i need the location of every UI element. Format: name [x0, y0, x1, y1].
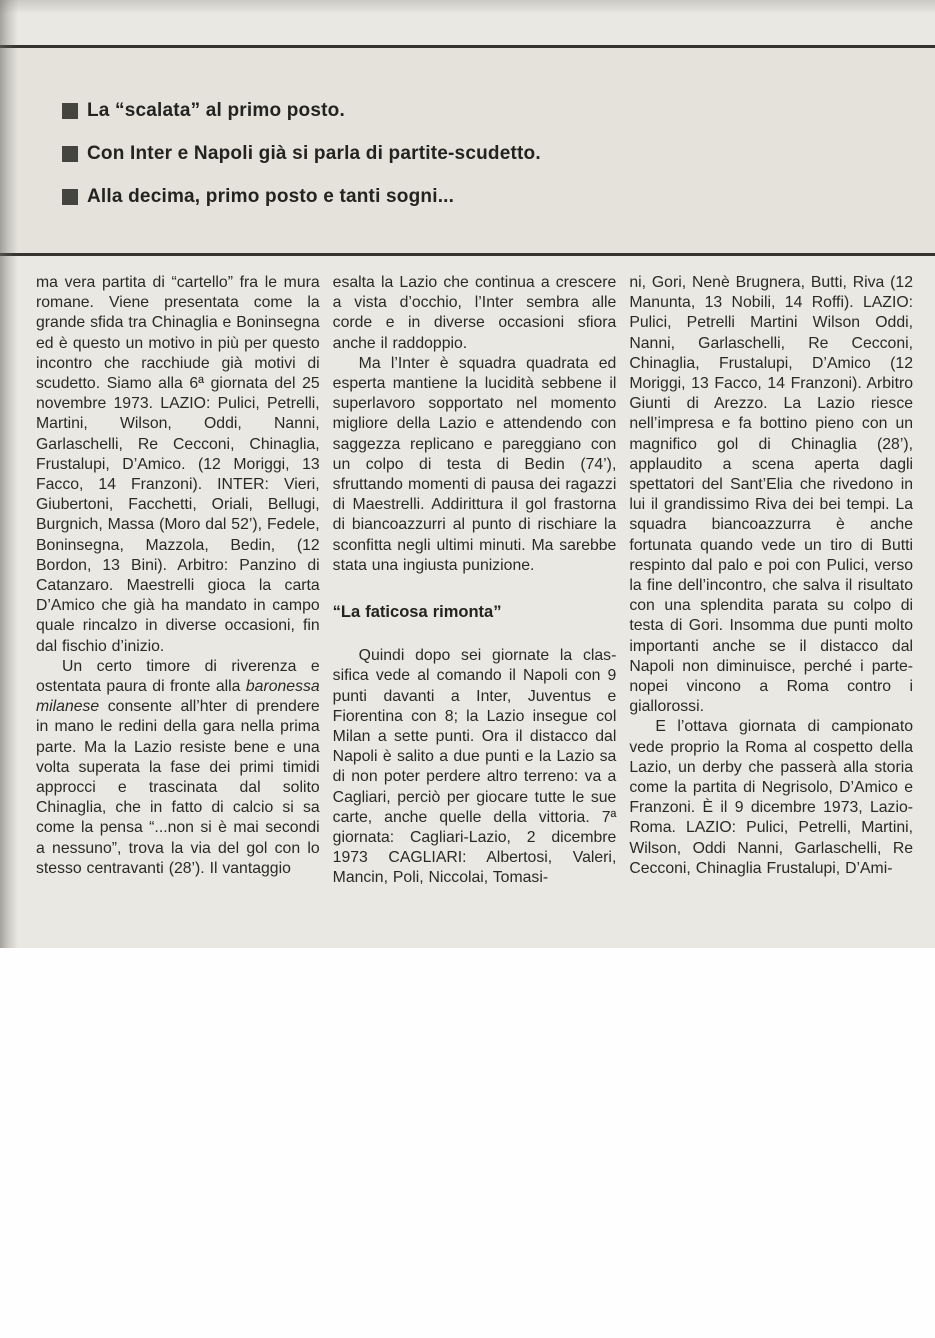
body-text: Un certo timore di riverenza e ostentata paura di fronte alla — [36, 657, 320, 696]
paragraph — [36, 657, 320, 879]
gutter-shadow — [0, 0, 18, 948]
paragraph — [36, 273, 320, 657]
banner-text: Alla decima, primo posto e tanti sogni... — [87, 186, 455, 207]
banner-text: La “scalata” al primo posto. — [87, 100, 345, 121]
body-text: esalta la Lazio che continua a crescere a vista d’occhio, l’Inter sembra alle corde e in diverse occasioni sfiora anche il raddoppio. — [332, 274, 617, 352]
paragraph — [333, 273, 617, 354]
top-edge-shadow — [0, 0, 935, 14]
paragraph — [333, 354, 617, 576]
body-text: Ma l’Inter è squadra quadrata ed esperta mantiene la lucidità sebbene il superlavoro sopportato nel momento migliore della Lazio e attendendo con saggezza replicano e pareggiano con un colpo di testa di Bedin (74’), sfruttando momenti di pausa dei ragazzi di Maestrelli. Addirittura il gol frastorna di biancoazzurri al punto di rischiare la sconfitta negli ultimi minuti. Ma sarebbe stata una ingiusta punizione. — [332, 354, 617, 574]
bullet-square-icon — [62, 189, 78, 205]
italic-text: baronessa milanese — [36, 678, 320, 716]
body-text: “La faticosa rimonta” — [332, 603, 502, 622]
bullet-square-icon — [62, 146, 78, 162]
paragraph — [333, 646, 617, 888]
column-3 — [629, 273, 913, 889]
banner-item — [62, 185, 902, 209]
bullet-square-icon — [62, 103, 78, 119]
banner-text: Con Inter e Napoli già si parla di partite-scudetto. — [87, 143, 541, 164]
top-rule — [0, 45, 935, 48]
body-text: E l’ottava giornata di campionato vede proprio la Roma al cospetto della Lazio, un derby che passerà alla storia come la partita di Negrisolo, D’Amico e Franzoni. È il 9 dicembre 1973, Lazio-Roma. LAZIO: Pulici, Petrelli, Martini, Wilson, Oddi Nanni, Garlaschelli, Re Cecconi, Chinaglia Frustalupi, D’Ami- — [629, 718, 914, 877]
banner-item — [62, 99, 902, 123]
bottom-rule — [0, 253, 935, 256]
header-banner — [62, 99, 902, 228]
banner-item — [62, 142, 902, 166]
subheading — [333, 602, 617, 622]
body-text: ni, Gori, Nenè Brugnera, Butti, Riva (12 Manunta, 13 Nobili, 14 Roffi). LAZIO: Pulici, Petrelli Martini Wilson Oddi, Nanni, Garlaschelli, Re Cecconi, Chinaglia, Frustalupi, D’Amico (12 Moriggi, 13 Facco, 14 Franzoni). Arbitro Giunti di Arezzo. La Lazio riesce nell’impresa e fa bottino pieno con un magnifico gol di Chinaglia (28’), applaudito a scena aperta dagli spettatori del Sant’Elia che rivedono in lui il grandissimo Riva dei bei tempi. La squadra biancoazzurra è anche fortunata quando vede un tiro di Butti respinto dal palo e poi con Pulici, verso la fine dell’incontro, che salva il risultato con una splendita parata su colpo di testa di Gori. Insomma due punti molto importanti anche se il distacco dal Napoli non diminuisce, perché i partenopei vincono a Roma contro i giallorossi. — [629, 274, 914, 716]
column-2 — [333, 273, 617, 889]
paragraph — [629, 273, 913, 717]
body-text: Quindi dopo sei giornate la classifica vede al comando il Napoli con 9 punti davanti a Inter, Juventus e Fiorentina con 8; la Lazio insegue col Milan a sette punti. Ora il distacco dal Napoli è salito a due punti e la Lazio sa di non poter perdere altro terreno: va a Cagliari, perciò per giocare tutte le sue carte, anche quelle della vittoria. 7ª giornata: Cagliari-Lazio, 2 dicembre 1973 CAGLIARI: Albertosi, Valeri, Mancin, Poli, Niccolai, Tomasi- — [332, 647, 617, 887]
body-text: consente all’hter di prendere in mano le redini della gara nella prima parte. Ma la Lazio resiste bene e una volta superata la fase dei primi timidi approcci e trascinata dal solito Chinaglia, che in fatto di calcio si sa come la pensa “...non si è mai secondi a nessuno”, trova la via del gol con lo stesso centravanti (28’). Il vantaggio — [36, 698, 320, 877]
paragraph — [629, 717, 913, 879]
body-text: ma vera partita di “cartello” fra le mura romane. Viene presentata come la grande sfida tra Chinaglia e Boninsegna ed è questo un motivo in più per questo incontro che racchiude già motivi di scudetto. Siamo alla 6ª giornata del 25 novembre 1973. LAZIO: Pulici, Petrelli, Martini, Wilson, Oddi, Nanni, Garlaschelli, Re Cecconi, Chinaglia, Frustalupi, D’Amico. (12 Moriggi, 13 Facco, 14 Franzoni). INTER: Vieri, Giubertoni, Facchetti, Oriali, Bellugi, Burgnich, Massa (Moro dal 52’), Fedele, Boninsegna, Mazzola, Bedin, (12 Bordon, 13 Bini). Arbitro: Panzino di Catanzaro. Maestrelli gioca la carta D’Amico che già ha mandato in campo quale rincalzo in diverse occasioni, fin dal fischio d’inizio. — [36, 274, 320, 655]
article-columns — [36, 273, 913, 889]
column-1 — [36, 273, 320, 889]
